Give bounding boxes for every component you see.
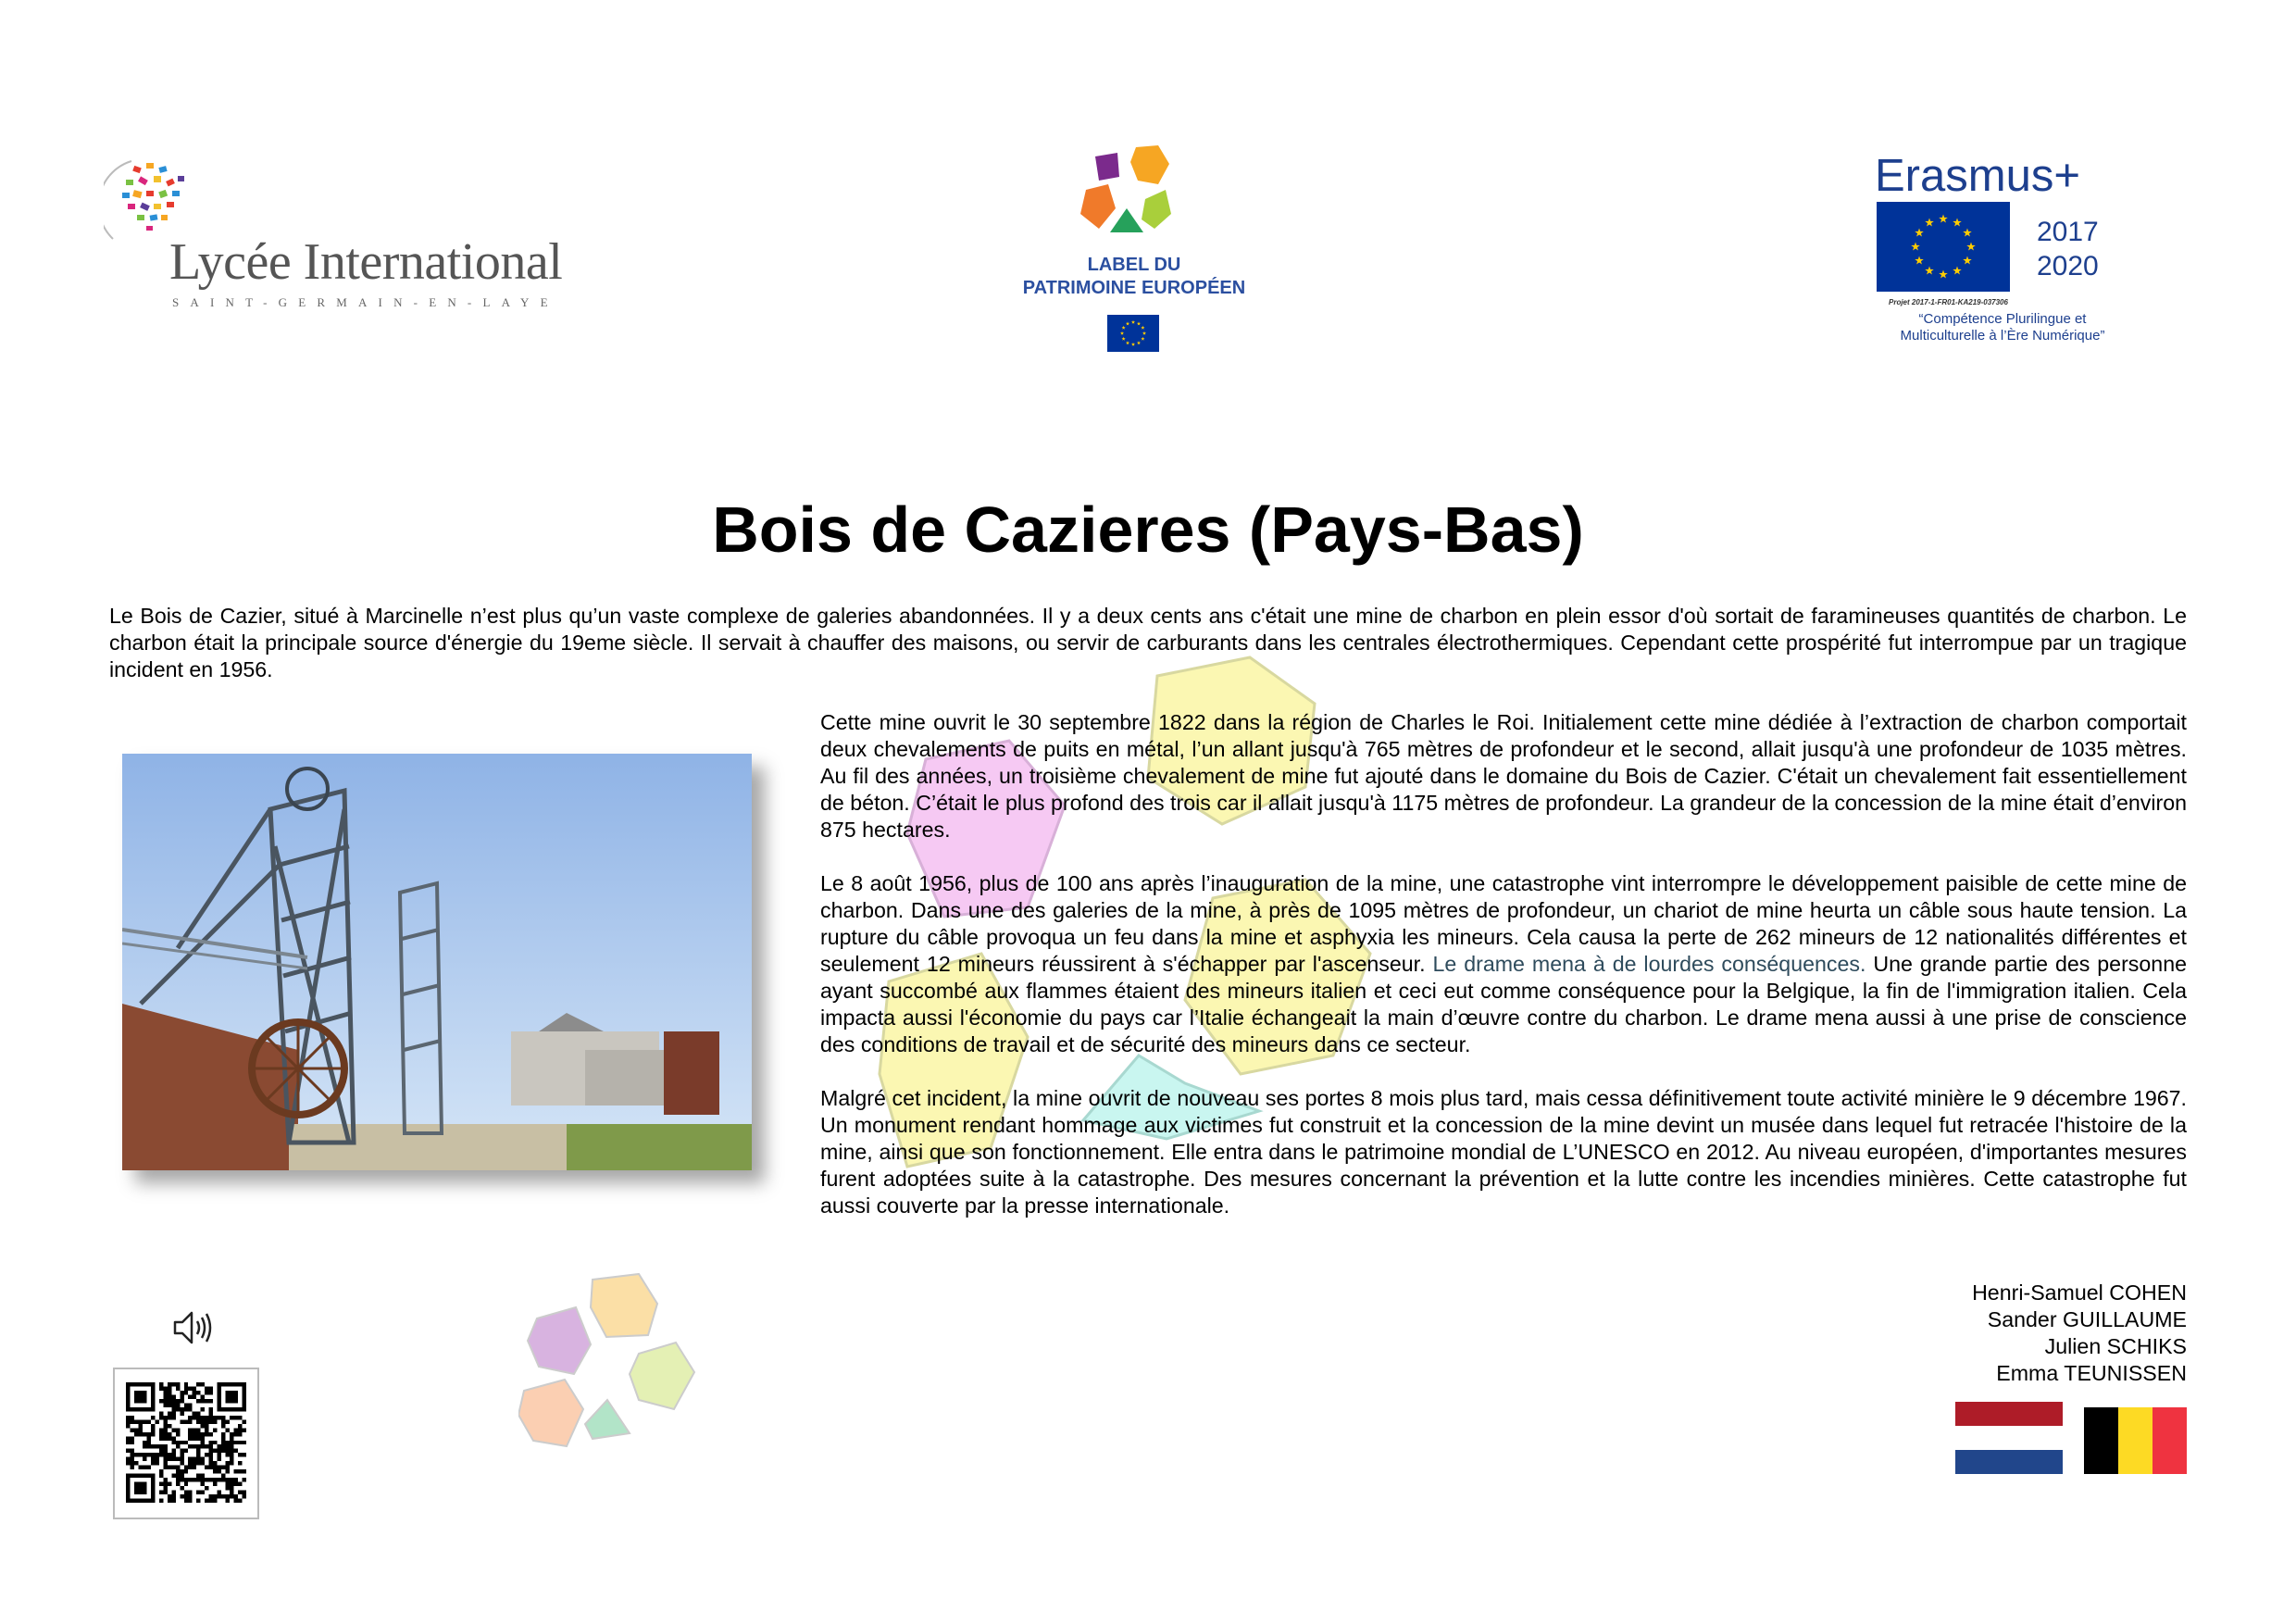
heritage-label-text [981, 254, 1287, 300]
erasmus-title: Erasmus+ [1875, 151, 2080, 201]
heritage-label-line1: LABEL DU [1087, 255, 1181, 275]
body-paragraph-2a: Le 8 août 1956, plus de 100 ans après l’inauguration de la mine, une catastrophe vint interrompre le développement paisible de cette mine de charbon. Dans une des galeries de la mine, à près de 1095 mètres de profondeur, un chariot de mine heurta un câble sous haute tension. La rupture du câble provoqua un feu dans la mine et asphyxia les mineurs. Cela causa la perte de 262 mineurs de 12 nationalités différentes et seulement 12 mineurs réussirent à s'échapper par l'ascenseur. [820, 871, 2187, 976]
eu-flag-erasmus-icon [1877, 202, 2010, 292]
lycee-name: Lycée International [169, 233, 563, 291]
heritage-label-logo [1079, 144, 1199, 241]
belgium-flag-icon [2084, 1407, 2187, 1474]
mine-photo [122, 754, 752, 1170]
erasmus-desc-line2: Multiculturelle à l’Ère Numérique” [1900, 328, 2105, 344]
erasmus-description [1868, 311, 2137, 344]
consequences-highlight: Le drame mena à de lourdes conséquences. [1432, 952, 1866, 976]
author-4: Emma TEUNISSEN [1996, 1361, 2187, 1385]
erasmus-year-start: 2017 [2037, 217, 2099, 247]
qr-code-icon[interactable] [126, 1380, 246, 1505]
body-paragraph-2b: Une grande partie des personne ayant succombé aux flammes étaient des mineurs italien et ceci eut comme conséquence pour la Belgique, la fin de l'immigration italien. Cela impacta aussi l'économie du pays car l’Italie échangeait la main d’œuvre contre du charbon. Le drame mena aussi à une prise de conscience des conditions de travail et de sécurité des mineurs dans ce secteur. [820, 952, 2187, 1056]
author-3: Julien SCHIKS [2044, 1334, 2187, 1358]
author-2: Sander GUILLAUME [1987, 1307, 2187, 1331]
speaker-icon[interactable] [171, 1307, 212, 1348]
authors-list [1759, 1280, 2187, 1387]
body-text [820, 709, 2187, 1246]
lycee-subtitle: SAINT-GERMAIN-EN-LAYE [172, 295, 559, 309]
body-paragraph-3: Malgré cet incident, la mine ouvrit de nouveau ses portes 8 mois plus tard, mais cessa définitivement toute activité minière le 9 décembre 1967. Un monument rendant hommage aux victimes fut construit et la concession de la mine devint un musée dans lequel fut retracée l'histoire de la mine, ainsi que son fonctionnement. Elle entra dans le patrimoine mondial de L’UNESCO en 2012. Au niveau européen, d'importantes mesures furent adoptées suite à la catastrophe. Des mesures concernant la prévention et la lutte contre les incendies minières. Cette catastrophe fut aussi couverte par la presse internationale. [820, 1086, 2187, 1218]
small-flower-logo [518, 1270, 713, 1455]
body-paragraph-1: Cette mine ouvrit le 30 septembre 1822 dans la région de Charles le Roi. Initialement cette mine dédiée à l’extraction de charbon comportait deux chevalements de puits en métal, l’un allant jusqu'à 765 mètres de profondeur et le second, allait jusqu'à une profondeur de 1035 mètres. Au fil des années, un troisième chevalement de mine fut ajouté dans le domaine du Bois de Cazier. C'était un chevalement fait essentiellement de béton. C’était le plus profond des trois car il allait jusqu'à 1175 mètres de profondeur. La grandeur de la concession de la mine était d’environ 875 hectares. [820, 710, 2187, 842]
author-1: Henri-Samuel COHEN [1972, 1280, 2187, 1305]
erasmus-project-id: Projet 2017-1-FR01-KA219-037306 [1889, 298, 2008, 306]
erasmus-desc-line1: “Compétence Plurilingue et [1918, 311, 2087, 327]
intro-paragraph: Le Bois de Cazier, situé à Marcinelle n’est plus qu’un vaste complexe de galeries abandonnées. Il y a deux cents ans c'était une mine de charbon en plein essor d'où sortait de faramineuses quantités de charbon. Le charbon était la principale source d'énergie du 19eme siècle. Il servait à chauffer des maisons, ou servir de carburants dans les centrales électrothermiques. Cependant cette prospérité fut interrompue par un tragique incident en 1956. [109, 604, 2187, 681]
erasmus-year-end: 2020 [2037, 251, 2099, 281]
eu-flag-icon [1107, 315, 1159, 352]
heritage-label-line2: PATRIMOINE EUROPÉEN [1022, 278, 1246, 298]
erasmus-years [2037, 215, 2099, 283]
body-paragraph-2 [820, 870, 2187, 1058]
page-title: Bois de Cazieres (Pays-Bas) [712, 493, 1584, 566]
netherlands-flag-icon [1955, 1402, 2063, 1474]
